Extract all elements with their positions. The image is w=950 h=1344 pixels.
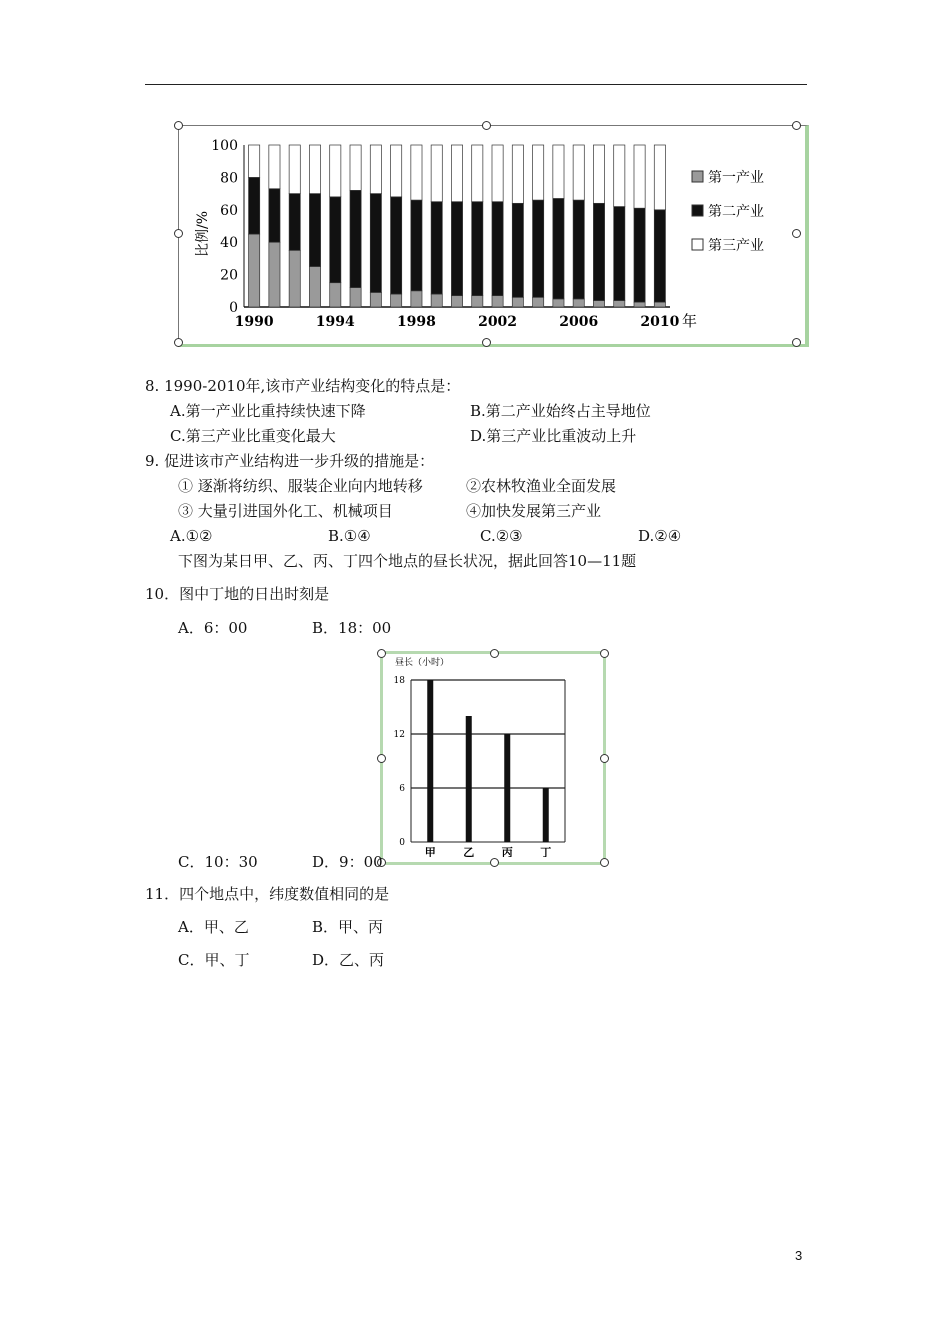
bar-segment xyxy=(553,299,564,307)
q9-stem: 9. 促进该市产业结构进一步升级的措施是： xyxy=(145,452,435,470)
bar-segment xyxy=(492,296,503,307)
bar xyxy=(543,788,549,842)
bar-segment xyxy=(431,145,442,202)
q10-option-d[interactable]: D．9：00 xyxy=(312,853,383,871)
bar-segment xyxy=(512,145,523,203)
q8-option-a[interactable]: A.第一产业比重持续快速下降 xyxy=(170,402,366,420)
x-axis-unit: 年 xyxy=(682,312,698,330)
bar-segment xyxy=(350,288,361,307)
bar-segment xyxy=(370,145,381,194)
legend-label: 第三产业 xyxy=(708,238,764,254)
x-tick-label: 甲 xyxy=(424,846,436,857)
intro-10-11: 下图为某日甲、乙、丙、丁四个地点的昼长状况，据此回答10—11题 xyxy=(178,552,637,570)
resize-handle[interactable] xyxy=(490,858,499,867)
q9-option-c[interactable]: C.②③ xyxy=(480,527,523,545)
x-tick-label: 乙 xyxy=(463,846,475,857)
bar-segment xyxy=(350,145,361,190)
q9-option-b[interactable]: B.①④ xyxy=(328,527,371,545)
bar-segment xyxy=(492,145,503,202)
bar-segment xyxy=(573,200,584,299)
y-tick-label: 100 xyxy=(211,138,238,154)
q9-statement-1: ① 逐渐将纺织、服装企业向内地转移 xyxy=(178,477,423,495)
q10-option-a[interactable]: A．6：00 xyxy=(178,619,248,637)
bar-segment xyxy=(512,297,523,307)
daylength-chart xyxy=(383,654,598,857)
resize-handle[interactable] xyxy=(600,858,609,867)
bar-segment xyxy=(654,145,665,210)
bar-segment xyxy=(289,250,300,307)
bar xyxy=(504,734,510,842)
bar-segment xyxy=(249,145,260,177)
bar-segment xyxy=(309,145,320,194)
bar-segment xyxy=(411,145,422,200)
x-tick-label: 2002 xyxy=(478,314,518,330)
page-number: 3 xyxy=(795,1248,803,1263)
bar-segment xyxy=(309,267,320,308)
legend-label: 第二产业 xyxy=(708,204,764,220)
bar-segment xyxy=(330,283,341,307)
bar-segment xyxy=(451,145,462,202)
q8-option-c[interactable]: C.第三产业比重变化最大 xyxy=(170,427,336,445)
bar-segment xyxy=(249,234,260,307)
x-tick-label: 1998 xyxy=(396,314,436,330)
bar-segment xyxy=(614,145,625,207)
bar-segment xyxy=(472,296,483,307)
bar-segment xyxy=(269,189,280,242)
q10-stem: 10．图中丁地的日出时刻是 xyxy=(145,585,330,603)
bar-segment xyxy=(309,194,320,267)
bar-segment xyxy=(330,197,341,283)
bar-segment xyxy=(472,145,483,202)
bar-segment xyxy=(573,299,584,307)
legend-swatch xyxy=(692,205,703,216)
y-tick-label: 60 xyxy=(220,202,238,219)
bar-segment xyxy=(553,198,564,298)
y-tick-label: 80 xyxy=(220,170,238,187)
bar-segment xyxy=(330,145,341,197)
bar-segment xyxy=(533,200,544,297)
y-tick-label: 6 xyxy=(399,784,405,794)
bar-segment xyxy=(573,145,584,200)
bar-segment xyxy=(533,145,544,200)
bar-segment xyxy=(593,203,604,300)
bar-segment xyxy=(614,207,625,301)
bar-segment xyxy=(391,197,402,294)
bar-segment xyxy=(451,296,462,307)
bar-segment xyxy=(634,145,645,208)
bar-segment xyxy=(391,294,402,307)
bar-segment xyxy=(593,145,604,203)
bar-segment xyxy=(431,294,442,307)
q9-option-a[interactable]: A.①② xyxy=(170,527,213,545)
bar-segment xyxy=(370,292,381,307)
y-axis-label: 比例/% xyxy=(195,210,211,258)
bar-segment xyxy=(289,194,300,251)
q11-option-b[interactable]: B．甲、丙 xyxy=(312,918,384,936)
x-tick-label: 2010 xyxy=(640,314,680,330)
bar-segment xyxy=(269,145,280,189)
bar-segment xyxy=(411,200,422,291)
resize-handle[interactable] xyxy=(600,649,609,658)
q10-option-b[interactable]: B．18：00 xyxy=(312,619,392,637)
resize-handle[interactable] xyxy=(600,754,609,763)
q10-option-c[interactable]: C．10：30 xyxy=(178,853,258,871)
q9-statement-3: ③ 大量引进国外化工、机械项目 xyxy=(178,502,393,520)
legend-swatch xyxy=(692,239,703,250)
bar-segment xyxy=(391,145,402,197)
q9-statement-2: ②农林牧渔业全面发展 xyxy=(466,477,617,495)
q11-stem: 11．四个地点中，纬度数值相同的是 xyxy=(145,885,390,903)
bar-segment xyxy=(492,202,503,296)
bar-segment xyxy=(289,145,300,194)
bar-segment xyxy=(370,194,381,293)
bar-segment xyxy=(451,202,462,296)
legend-label: 第一产业 xyxy=(708,170,764,186)
legend-swatch xyxy=(692,171,703,182)
y-tick-label: 0 xyxy=(229,300,238,316)
bar xyxy=(427,680,433,842)
bar-segment xyxy=(431,202,442,294)
bar-segment xyxy=(249,177,260,234)
y-tick-label: 0 xyxy=(399,838,405,848)
bar xyxy=(466,716,472,842)
bar-segment xyxy=(634,302,645,307)
q11-option-c[interactable]: C．甲、丁 xyxy=(178,951,250,969)
q8-option-b[interactable]: B.第二产业始终占主导地位 xyxy=(470,402,651,420)
industry-structure-chart xyxy=(180,127,800,341)
bar-segment xyxy=(654,210,665,302)
q8-option-d[interactable]: D.第三产业比重波动上升 xyxy=(470,427,637,445)
y-axis-label: 昼长（小时） xyxy=(395,658,450,668)
bar-segment xyxy=(614,301,625,307)
bar-segment xyxy=(593,301,604,307)
y-tick-label: 18 xyxy=(393,676,405,686)
x-tick-label: 2006 xyxy=(559,314,599,330)
q9-option-d[interactable]: D.②④ xyxy=(638,527,682,545)
y-tick-label: 20 xyxy=(220,267,238,284)
bar-segment xyxy=(411,291,422,307)
bar-segment xyxy=(472,202,483,296)
bar-segment xyxy=(512,203,523,297)
y-tick-label: 40 xyxy=(220,235,238,252)
bar-segment xyxy=(654,302,665,307)
x-tick-label: 1990 xyxy=(234,314,274,330)
q9-statement-4: ④加快发展第三产业 xyxy=(466,502,602,520)
bar-segment xyxy=(350,190,361,287)
x-tick-label: 丁 xyxy=(540,846,552,857)
x-tick-label: 1994 xyxy=(315,314,355,330)
header-rule xyxy=(145,84,807,85)
bar-segment xyxy=(553,145,564,198)
y-tick-label: 12 xyxy=(393,730,405,740)
q8-stem: 8. 1990-2010年,该市产业结构变化的特点是： xyxy=(145,377,461,395)
q11-option-d[interactable]: D．乙、丙 xyxy=(312,951,385,969)
bar-segment xyxy=(269,242,280,307)
bar-segment xyxy=(634,208,645,302)
x-tick-label: 丙 xyxy=(501,846,513,857)
bar-segment xyxy=(533,297,544,307)
q11-option-a[interactable]: A．甲、乙 xyxy=(178,918,249,936)
